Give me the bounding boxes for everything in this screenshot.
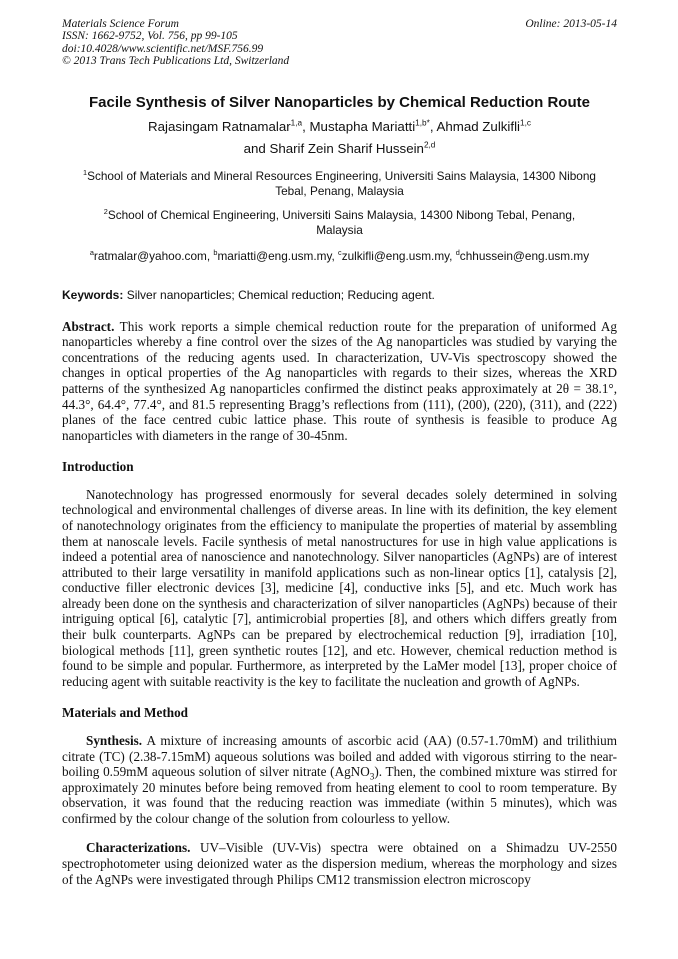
journal-copyright-line: © 2013 Trans Tech Publications Ltd, Switzerland [62, 55, 290, 68]
author-affiliation-mark: 1,c [520, 118, 531, 128]
synthesis-label: Synthesis. [86, 732, 143, 748]
characterizations-text: UV–Visible (UV-Vis) spectra were obtained on a Shimadzu UV-2550 spectrophotometer using deionized water as the dispersion medium, whereas the morphology and sizes of the AgNPs were investigated through Philips CM12 transmission electron microscopy [62, 840, 617, 887]
abstract-text: This work reports a simple chemical reduction route for the preparation of uniformed Ag nanoparticles whereby a fine control over the sizes of the Ag nanoparticles was studied by varying the concentrations of the reducing agents used. In characterization, UV-Vis spectroscopy showed the changes in optical properties of the Ag nanoparticles with regards to their sizes, whereas the XRD patterns of the synthesized Ag nanoparticles confirmed the distinct peaks approximately at 2θ = 38.1°, 44.3°, 64.4°, 77.4°, and 81.5 representing Bragg’s reflections from (111), (200), (220), (311), and (222) planes of the face centred cubic lattice phase. This route of synthesis is feasible to produce Ag nanoparticles with diameters in the range of 30-45nm. [62, 318, 618, 443]
section-heading-introduction: Introduction [62, 459, 134, 475]
author-emails [62, 249, 617, 264]
email-address: mariatti@eng.usm.my, [217, 249, 339, 264]
affiliation-text: School of Chemical Engineering, Universiti Sains Malaysia, 14300 Nibong Tebal, Penang, [107, 207, 576, 222]
keywords-text: Silver nanoparticles; Chemical reduction; Reducing agent. [126, 288, 435, 303]
email-mark: d [455, 248, 460, 258]
email-mark: a [89, 248, 94, 258]
introduction-paragraph: Nanotechnology has progressed enormously for several decades solely determined in solving technological and environmental challenges of diverse areas. In line with its definition, the key element of nanotechnology originates from the efficiency to manipulate the properties of material by assembling them at nanoscale levels. Facile synthesis of metal nanostructures for use in high value applications is indeed a potential area of nanoscience and nanotechnology. Silver nanoparticles (AgNPs) are of interest attributed to their large versatility in manifold applications such as non-linear optics [1], catalysis [2], conductive filler electronic devices [3], medicine [4], conductive inks [5], and etc. Much work has already been done on the synthesis and characterization of silver nanoparticles (AgNPs) because of their intriguing optical [6], catalytic [7], antimicrobial properties [8], and others which differs greatly from their bulk counterparts. AgNPs can be prepared by electrochemical reduction [9], irradiation [10], biological methods [11], green synthetic routes [12], and etc. However, chemical reduction method is found to be simple and popular. Furthermore, as interpreted by the LaMer model [13], proper choice of reducing agent with suitable reactivity is the key to facilitate the nucleation and growth of AgNPs. [62, 486, 617, 689]
author-affiliation-mark: 2,d [423, 140, 436, 150]
authors-line-2 [62, 138, 617, 160]
journal-header [62, 18, 617, 68]
keywords-label: Keywords: [62, 288, 124, 303]
synthesis-text: A mixture of increasing amounts of ascorbic acid (AA) (0.57-1.70mM) and trilithium citrate (TC) (2.38-7.15mM) aqueous solutions was boiled and added with vigorous stirring to the near-boiling 0.59mM aqueous solution of silver nitrate (AgNO [62, 732, 617, 780]
journal-doi-line: doi:10.4028/www.scientific.net/MSF.756.99 [62, 42, 264, 55]
journal-info-block [62, 18, 289, 68]
author-name: , Ahmad Zulkifli [429, 119, 520, 135]
keywords-line [62, 288, 617, 304]
affiliation-number: 2 [103, 206, 108, 216]
journal-name: Materials Science Forum [62, 18, 179, 30]
online-date: Online: 2013-05-14 [525, 18, 617, 30]
email-mark: c [338, 248, 342, 258]
author-affiliation-mark: 1,a [290, 118, 303, 128]
affiliation-1 [62, 169, 617, 198]
affiliation-text: Malaysia [316, 222, 363, 237]
affiliation-text: School of Materials and Mineral Resources Engineering, Universiti Sains Malaysia, 14300 Nibong [87, 169, 596, 184]
paper-title: Facile Synthesis of Silver Nanoparticles by Chemical Reduction Route [89, 93, 590, 111]
email-address: chhussein@eng.usm.my [459, 249, 590, 264]
section-heading-materials-and-method: Materials and Method [62, 705, 189, 721]
authors-line-1 [62, 116, 617, 138]
chemical-subscript: 3 [369, 771, 375, 782]
author-affiliation-mark: 1,b* [415, 118, 430, 128]
affiliation-number: 1 [83, 168, 88, 178]
synthesis-text: ). Then, the combined mixture was stirred for approximately 20 minutes before being removed from heating element to cool to room temperature. By observation, it was found that the reducing reaction was immediate (within 5 minutes), which was confirmed by the colour change of the solution from colourless to yellow. [62, 764, 617, 826]
author-name: Rajasingam Ratnamalar [148, 119, 291, 135]
journal-issn-line: ISSN: 1662-9752, Vol. 756, pp 99-105 [62, 30, 238, 43]
characterizations-label: Characterizations. [86, 840, 191, 856]
email-mark: b [213, 248, 218, 258]
author-name: and Sharif Zein Sharif Hussein [243, 141, 424, 157]
author-name: , Mustapha Mariatti [302, 119, 416, 135]
email-address: ratmalar@yahoo.com, [93, 249, 214, 264]
affiliation-2 [62, 208, 617, 237]
affiliation-text: Tebal, Penang, Malaysia [275, 184, 404, 199]
abstract-paragraph [62, 319, 617, 444]
abstract-label: Abstract. [62, 318, 115, 334]
email-address: zulkifli@eng.usm.my, [341, 249, 456, 264]
characterizations-paragraph [62, 840, 617, 887]
synthesis-paragraph [62, 733, 617, 826]
authors-block [62, 116, 617, 160]
